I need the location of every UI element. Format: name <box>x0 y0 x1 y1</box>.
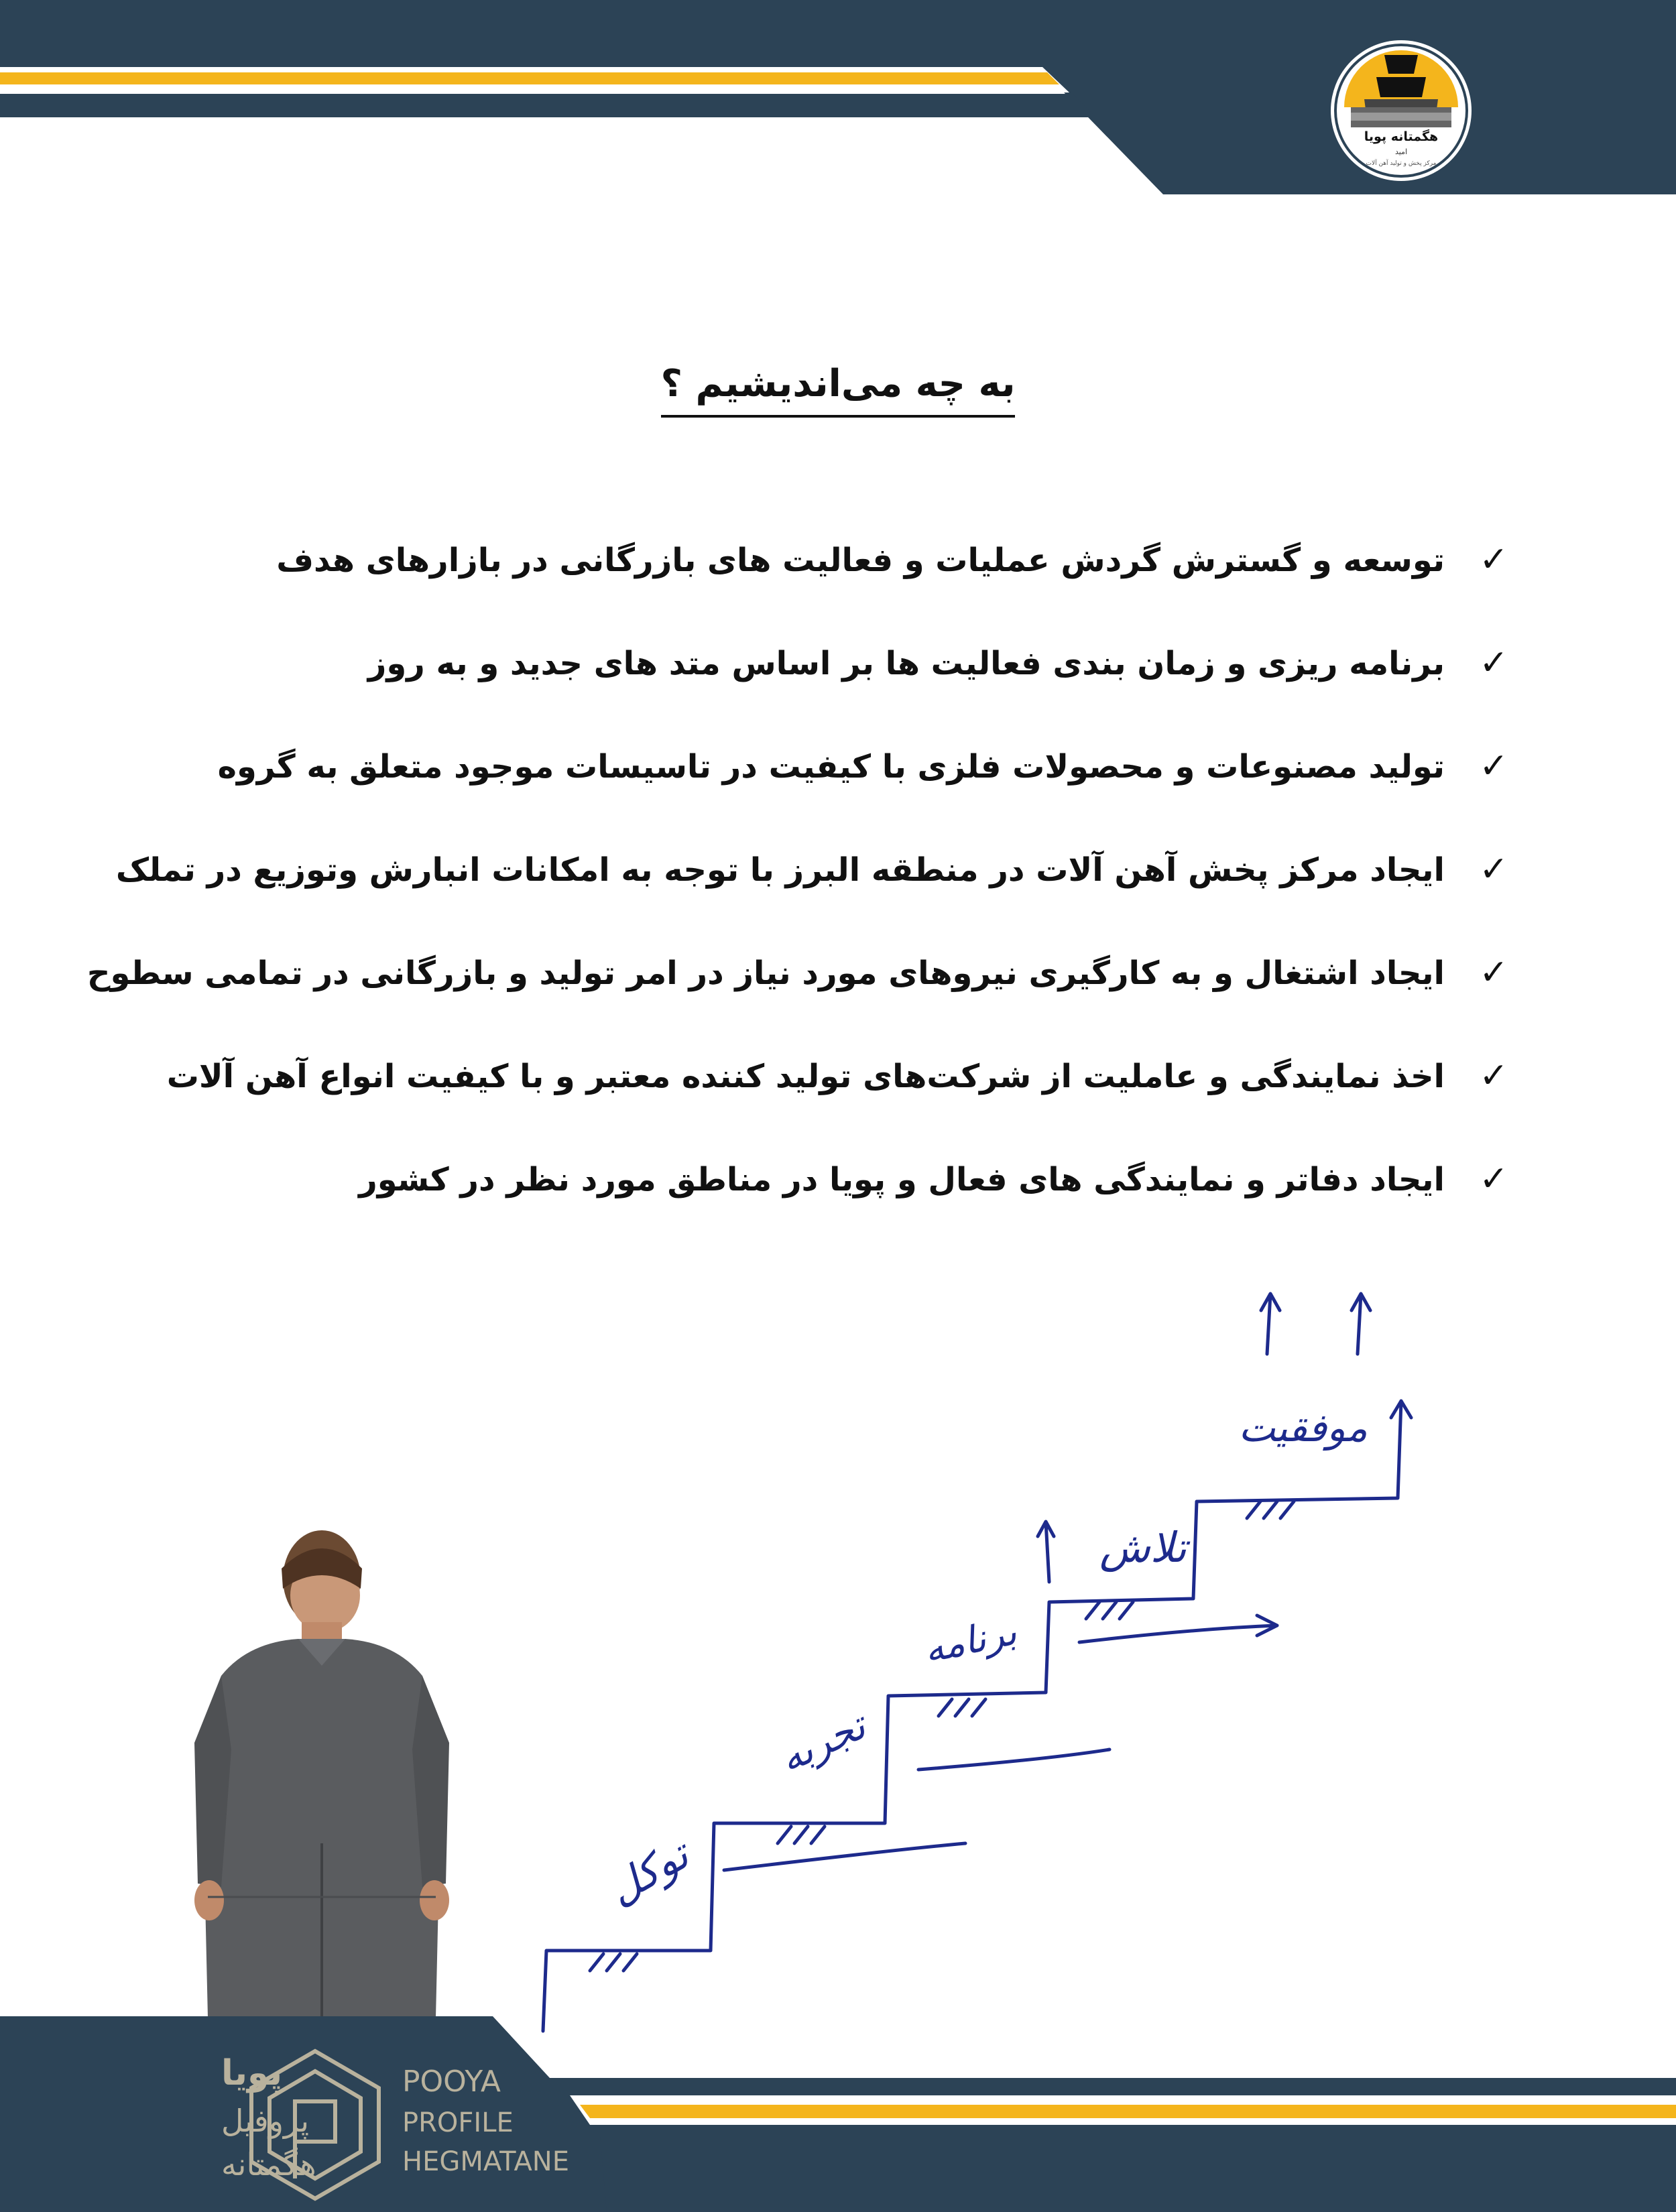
brand-fa-line2: پروفیل <box>221 2103 310 2139</box>
checkmark-icon: ✓ <box>1479 643 1508 683</box>
list-item: ✓تولید مصنوعات و محصولات فلزی با کیفیت در تاسیسات موجود متعلق به گروه <box>101 736 1508 839</box>
list-item: ✓توسعه و گسترش گردش عملیات و فعالیت های بازرگانی در بازارهای هدف <box>101 530 1508 633</box>
checkmark-icon: ✓ <box>1479 540 1508 580</box>
brand-en-line1: POOYA <box>402 2065 501 2099</box>
checkmark-icon: ✓ <box>1479 746 1508 786</box>
brand-fa-line3: هگمتانه <box>221 2146 316 2183</box>
staircase-drawing <box>523 1267 1461 2058</box>
logo-text-main: هگمتانه پویا <box>1364 129 1439 144</box>
businessman-figure <box>181 1522 463 2018</box>
list-item: ✓اخذ نمایندگی و عاملیت از شرکت‌های تولید کننده معتبر و با کیفیت انواع آهن آلات <box>101 1046 1508 1149</box>
stair-label: توکل <box>599 1829 697 1914</box>
checkmark-icon: ✓ <box>1479 1159 1508 1199</box>
brand-en-line3: HEGMATANE <box>402 2146 570 2177</box>
goals-list <box>86 530 1508 1252</box>
stair-label: برنامه <box>920 1609 1021 1672</box>
checkmark-icon: ✓ <box>1479 849 1508 889</box>
company-logo <box>1331 40 1472 181</box>
page-title: به چه می‌اندیشیم ؟ <box>0 362 1676 418</box>
checkmark-icon: ✓ <box>1479 1056 1508 1096</box>
list-item: ✓ایجاد اشتغال و به کارگیری نیروهای مورد نیاز در امر تولید و بازرگانی در تمامی سطوح <box>101 942 1508 1046</box>
brand-en-line2: PROFILE <box>402 2107 514 2138</box>
logo-text-sub: مرکز پخش و تولید آهن آلات <box>1366 160 1437 167</box>
footer-brand-logo <box>0 2011 603 2212</box>
logo-text-top: امید <box>1394 147 1408 156</box>
list-item: ✓ایجاد دفاتر و نمایندگی های فعال و پویا در مناطق مورد نظر در کشور <box>101 1149 1508 1252</box>
list-item: ✓ایجاد مرکز پخش آهن آلات در منطقه البرز با توجه به امکانات انبارش وتوزیع در تملک <box>101 839 1508 942</box>
stair-label: تجربه <box>772 1702 873 1782</box>
checkmark-icon: ✓ <box>1479 953 1508 993</box>
brand-fa-line1: پویا <box>221 2053 283 2093</box>
stair-label: موفقیت <box>1238 1405 1368 1451</box>
stair-label: تلاش <box>1099 1523 1187 1572</box>
list-item: ✓برنامه ریزی و زمان بندی فعالیت ها بر اساس متد های جدید و به روز <box>101 633 1508 736</box>
